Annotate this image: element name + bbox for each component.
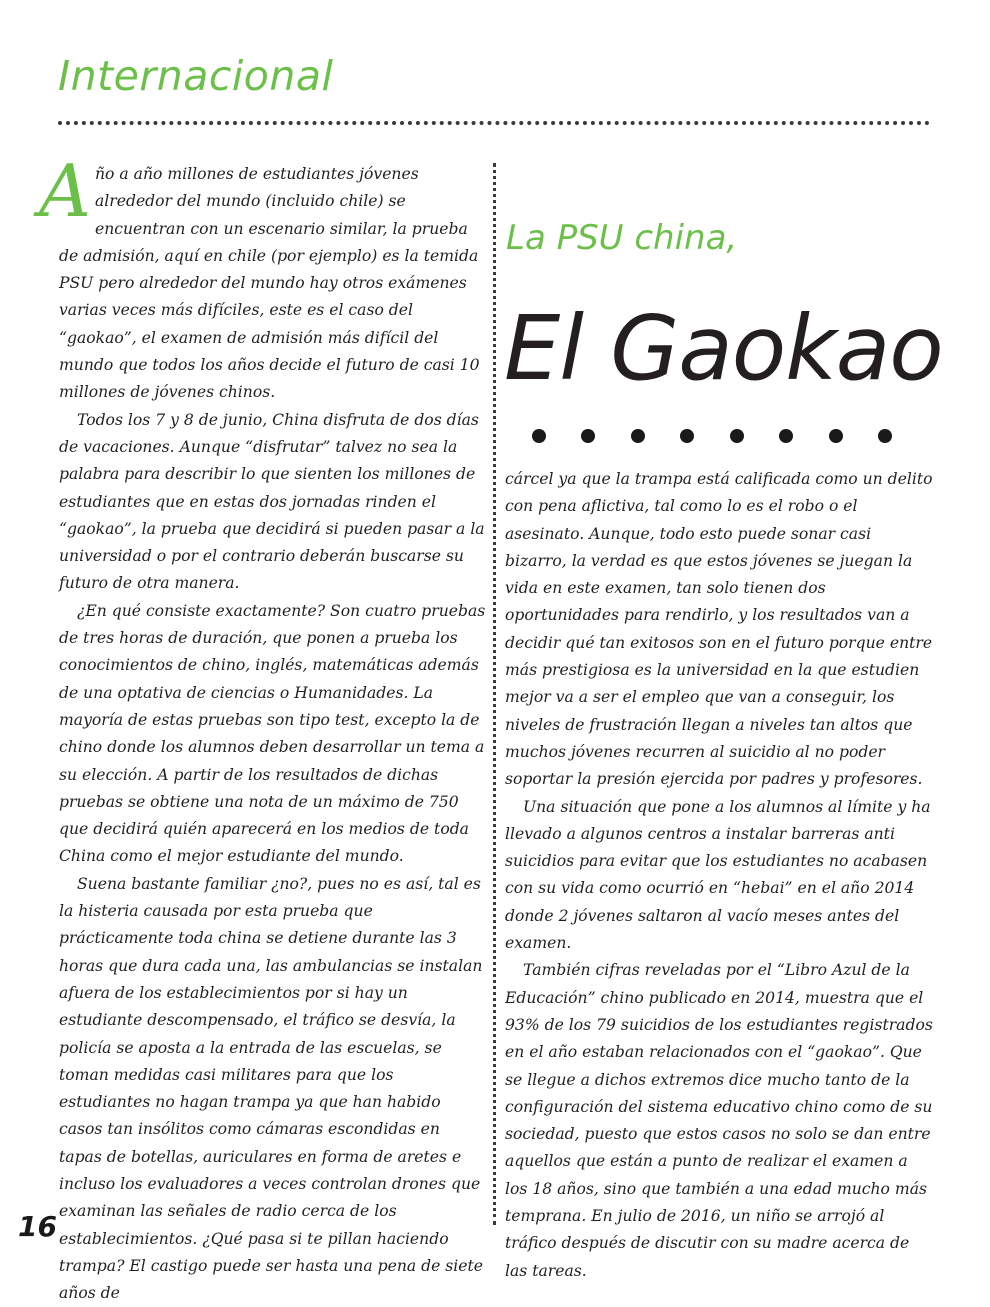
dot [581,429,595,443]
paragraph-5: cárcel ya que la trampa está calificada como un delito con pena aflictiva, tal como lo es el robo o el asesinato. Aunque, todo esto puede sonar casi bizarro, la verdad es que estos jóvenes se juegan la vida en este examen, tan solo tienen dos oportunidades para rendirlo, y los resultados van a decidir qué tan exitosos son en el futuro porque entre más prestigiosa es la universidad en la que estudien mejor va a ser el empleo que van a conseguir, los niveles de frustración llegan a niveles tan altos que muchos jóvenes recurren al suicidio al no poder soportar la presión ejercida por padres y profesores. [505,470,933,789]
paragraph-2: Todos los 7 y 8 de junio, China disfruta de dos días de vacaciones. Aunque “disfrutar” talvez no sea la palabra para describir lo que sienten los millones de estudiantes que en estas dos jornadas rinden el “gaokao”, la prueba que decidirá si pueden pasar a la universidad o por el contrario deberán buscarse su futuro de otra manera. [59,410,485,593]
dot [779,429,793,443]
decorative-dots [532,429,892,443]
page-number: 16 [18,1210,57,1243]
paragraph-7: También cifras reveladas por el “Libro Azul de la Educación” chino publicado en 2014, muestra que el 93% de los 79 suicidios de los estudiantes registrados en el año estaban relacionados con el “gaokao”. Que se llegue a dichos extremos dice mucho tanto de la configuración del sistema educativo chino como de su sociedad, puesto que estos casos no solo se dan entre aquellos que están a punto de realizar el examen a los 18 años, sino que también a una edad mucho más temprana. En julio de 2016, un niño se arrojó al tráfico después de discutir con su madre acerca de las tareas. [505,961,933,1280]
article-right-column [505,466,933,1285]
paragraph-1-text: ño a año millones de estudiantes jóvenes alrededor del mundo (incluido chile) se encuentran con un escenario similar, la prueba de admisión, aquí en chile (por ejemplo) es la temida PSU pero alrededor del mundo hay otros exámenes varias veces más difíciles, este es el caso del “gaokao”, el examen de admisión más difícil del mundo que todos los años decide el futuro de casi 10 millones de jóvenes chinos. [59,165,480,402]
dot [730,429,744,443]
paragraph-1 [39,149,487,407]
dot [680,429,694,443]
dot [631,429,645,443]
paragraph-6: Una situación que pone a los alumnos al límite y ha llevado a algunos centros a instalar barreras anti suicidios para evitar que los estudiantes no acabasen con su vida como ocurrió en “hebai” en el año 2014 donde 2 jóvenes saltaron al vacío meses antes del examen. [505,797,931,953]
column-divider [493,163,496,1225]
dotted-divider [58,121,930,125]
article-subtitle: La PSU china, [506,218,738,258]
dot [878,429,892,443]
paragraph-4: Suena bastante familiar ¿no?, pues no es así, tal es la histeria causada por esta prueba que prácticamente toda china se detiene durante las 3 horas que dura cada una, las ambulancias se instalan afuera de los establecimientos por si hay un estudiante descompensado, el tráfico se desvía, la policía se aposta a la entrada de las escuelas, se toman medidas casi militares para que los estudiantes no hagan trampa ya que han habido casos tan insólitos como cámaras escondidas en tapas de botellas, auriculares en forma de aretes e incluso los evaluadores a veces controlan drones que examinan las señales de radio cerca de los establecimientos. ¿Qué pasa si te pillan haciendo trampa? El castigo puede ser hasta una pena de siete años de [59,874,483,1303]
article-headline: El Gaokao [504,296,943,400]
dot [532,429,546,443]
article-left-column [39,149,487,1307]
drop-cap: A [39,149,91,233]
dot [829,429,843,443]
section-title: Internacional [58,52,334,100]
paragraph-3: ¿En qué consiste exactamente? Son cuatro pruebas de tres horas de duración, que ponen a prueba los conocimientos de chino, inglés, matemáticas además de una optativa de ciencias o Humanidades. La mayoría de estas pruebas son tipo test, excepto la de chino donde los alumnos deben desarrollar un tema a su elección. A partir de los resultados de dichas pruebas se obtiene una nota de un máximo de 750 que decidirá quién aparecerá en los medios de toda China como el mejor estudiante del mundo. [59,601,486,866]
